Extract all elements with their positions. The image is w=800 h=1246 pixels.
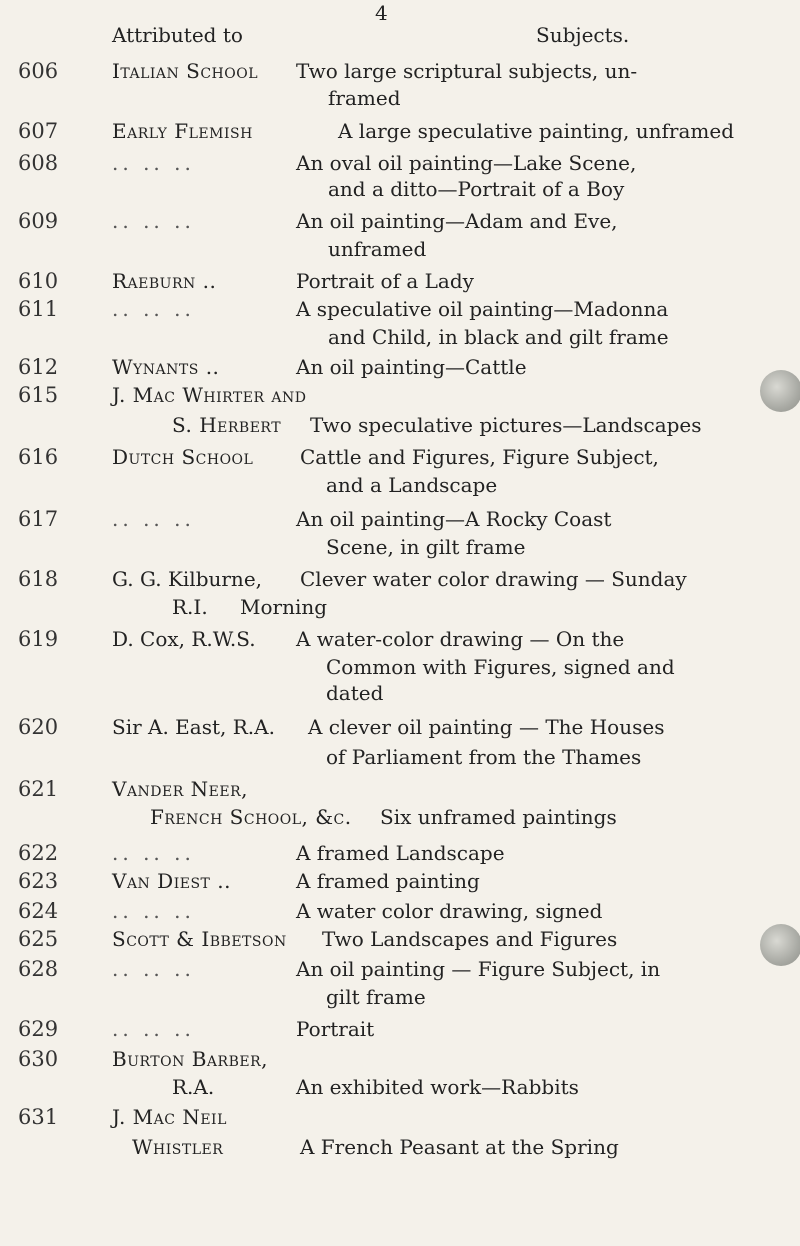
- lot-subject-line: A water-color drawing — On the: [296, 627, 625, 651]
- lot-attribution-cont: Whistler: [132, 1135, 224, 1159]
- lot-attribution: .. .. ..: [112, 841, 195, 865]
- lot-subject-line: An oil painting—Adam and Eve,: [296, 209, 618, 233]
- lot-subject-line: gilt frame: [326, 985, 426, 1009]
- lot-subject-line: unframed: [328, 237, 427, 261]
- lot-attribution: Sir A. East, R.A.: [112, 715, 275, 739]
- lot-attribution-cont: S. Herbert: [172, 413, 282, 437]
- lot-subject-line: Cattle and Figures, Figure Subject,: [300, 445, 659, 469]
- lot-number: 630: [18, 1047, 59, 1071]
- lot-number: 623: [18, 869, 59, 893]
- lot-attribution-cont: R.A.: [172, 1075, 215, 1099]
- lot-attribution-cont: French School, &c.: [150, 805, 352, 829]
- lot-attribution: Vander Neer,: [112, 777, 248, 801]
- lot-subject-line: An oil painting—A Rocky Coast: [296, 507, 612, 531]
- lot-subject-line: A framed Landscape: [296, 841, 505, 865]
- lot-subject-line: Clever water color drawing — Sunday: [300, 567, 687, 591]
- binder-hole: [760, 924, 800, 966]
- lot-number: 629: [18, 1017, 59, 1041]
- lot-subject-line: Portrait: [296, 1017, 375, 1041]
- lot-number: 615: [18, 383, 59, 407]
- lot-number: 622: [18, 841, 59, 865]
- lot-subject-line: Six unframed paintings: [380, 805, 617, 829]
- lot-subject-line: Two Landscapes and Figures: [322, 927, 618, 951]
- binder-hole: [760, 370, 800, 412]
- lot-number: 620: [18, 715, 59, 739]
- lot-number: 611: [18, 297, 59, 321]
- lot-attribution: .. .. ..: [112, 297, 195, 321]
- lot-attribution: Italian School: [112, 59, 259, 83]
- lot-attribution: G. G. Kilburne,: [112, 567, 263, 591]
- lot-attribution: .. .. ..: [112, 151, 195, 175]
- page-number: 4: [375, 1, 388, 25]
- lot-attribution: Early Flemish: [112, 119, 253, 143]
- lot-attribution: .. .. ..: [112, 899, 195, 923]
- lot-subject-line: Scene, in gilt frame: [326, 535, 526, 559]
- lot-subject-line: Morning: [240, 595, 328, 619]
- lot-attribution: .. .. ..: [112, 507, 195, 531]
- lot-attribution: .. .. ..: [112, 1017, 195, 1041]
- lot-attribution: .. .. ..: [112, 209, 195, 233]
- lot-attribution: D. Cox, R.W.S.: [112, 627, 256, 651]
- lot-number: 625: [18, 927, 59, 951]
- lot-number: 612: [18, 355, 59, 379]
- lot-subject-line: An exhibited work—Rabbits: [296, 1075, 579, 1099]
- lot-attribution: .. .. ..: [112, 957, 195, 981]
- lot-number: 631: [18, 1105, 59, 1129]
- header-attributed: Attributed to: [112, 23, 243, 47]
- lot-number: 617: [18, 507, 59, 531]
- lot-number: 618: [18, 567, 59, 591]
- lot-subject-line: A clever oil painting — The Houses: [308, 715, 665, 739]
- lot-attribution: J. Mac Whirter and: [112, 383, 307, 407]
- lot-number: 624: [18, 899, 59, 923]
- lot-number: 619: [18, 627, 59, 651]
- lot-number: 628: [18, 957, 59, 981]
- lot-subject-line: A large speculative painting, unframed: [338, 119, 734, 143]
- lot-subject-line: An oil painting—Cattle: [296, 355, 527, 379]
- lot-subject-line: Two large scriptural subjects, un-: [296, 59, 638, 83]
- lot-subject-line: framed: [328, 86, 401, 110]
- lot-subject-line: and a ditto—Portrait of a Boy: [328, 177, 625, 201]
- lot-subject-line: and Child, in black and gilt frame: [328, 325, 669, 349]
- lot-number: 606: [18, 59, 59, 83]
- lot-subject-line: A framed painting: [296, 869, 480, 893]
- lot-attribution-cont: R.I.: [172, 595, 208, 619]
- lot-subject-line: An oval oil painting—Lake Scene,: [296, 151, 637, 175]
- lot-number: 609: [18, 209, 59, 233]
- lot-attribution: J. Mac Neil: [112, 1105, 227, 1129]
- lot-number: 610: [18, 269, 59, 293]
- lot-attribution: Scott & Ibbetson: [112, 927, 287, 951]
- lot-subject-line: dated: [326, 681, 384, 705]
- lot-attribution: Dutch School: [112, 445, 254, 469]
- lot-number: 621: [18, 777, 59, 801]
- lot-attribution: Van Diest ..: [112, 869, 231, 893]
- lot-subject-line: Common with Figures, signed and: [326, 655, 675, 679]
- lot-number: 607: [18, 119, 59, 143]
- lot-subject-line: An oil painting — Figure Subject, in: [296, 957, 661, 981]
- lot-subject-line: Portrait of a Lady: [296, 269, 474, 293]
- lot-number: 616: [18, 445, 59, 469]
- lot-attribution: Wynants ..: [112, 355, 220, 379]
- lot-subject-line: A water color drawing, signed: [296, 899, 603, 923]
- lot-number: 608: [18, 151, 59, 175]
- lot-subject-line: A French Peasant at the Spring: [300, 1135, 619, 1159]
- header-subjects: Subjects.: [536, 23, 630, 47]
- lot-subject-line: and a Landscape: [326, 473, 498, 497]
- lot-attribution: Raeburn ..: [112, 269, 217, 293]
- lot-subject-line: Two speculative pictures—Landscapes: [310, 413, 702, 437]
- lot-subject-line: A speculative oil painting—Madonna: [296, 297, 669, 321]
- lot-subject-line: of Parliament from the Thames: [326, 745, 642, 769]
- lot-attribution: Burton Barber,: [112, 1047, 268, 1071]
